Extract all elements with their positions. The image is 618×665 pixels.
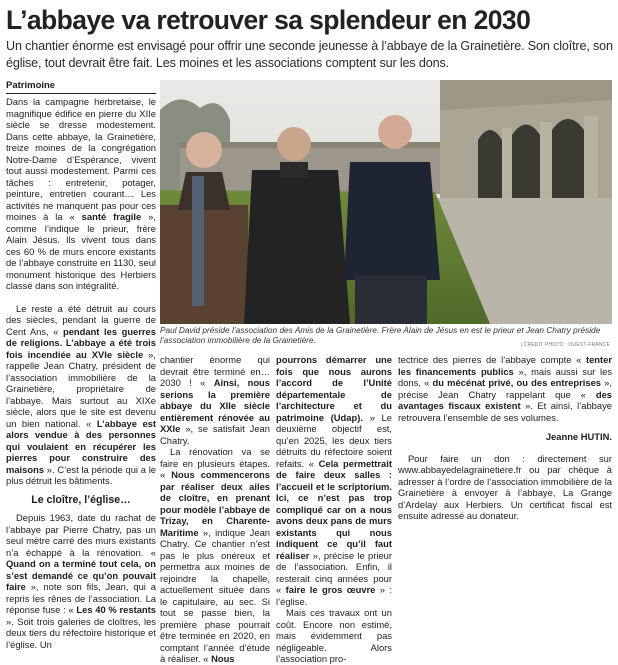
article-column-1 — [6, 96, 156, 650]
abbey-cloister-photo — [160, 80, 612, 324]
author-signature: Jeanne HUTIN. — [545, 431, 612, 442]
headline: L’abbaye va retrouver sa splendeur en 2030 — [6, 5, 531, 35]
paragraph: pourrons démarrer une fois que nous aurons l’accord de l’Unité départementale de l’architecture et du patrimoine (Udap). » Le deuxième objectif est, qu’en 2025, les deux tiers détruits du réfectoire soient refaits. « Cela permettrait de faire deux salles : l’accueil et le scriptorium. Ici, ce n’est pas trop compliqué car on a nous avons deux pans de murs existants qui nous indiquent ce qu’il faut réaliser », précise le prieur de l’association. Enfin, il resterait cinq années pour « faire le gros œuvre » : l’église. — [276, 354, 392, 607]
section-kicker: Patrimoine — [6, 80, 156, 94]
paragraph: Depuis 1963, date du rachat de l’abbaye par Pierre Chatry, pas un seul mètre carré des murs existants n’a échappé à la rénovation. « Quand on a terminé tout cela, on s’est demandé ce qu’on pouvait faire », note son fils, Jean, qui a repris les rênes de l’association. La réponse fuse : « Les 40 % restants ». Soit trois galeries de cloîtres, les deux tiers du réfectoire historique et l’église. Un — [6, 512, 156, 650]
article-column-2 — [160, 354, 270, 665]
paragraph: chantier énorme qui devrait être terminé en… 2030 ! « Ainsi, nous serions la première abbaye du XIIe siècle entièrement rénovée au XXIe », se satisfait Jean Chatry. — [160, 354, 270, 446]
paragraph: Dans la campagne herbretaise, le magnifique édifice en pierre du XIIe siècle se dresse modestement. Dans cette abbaye, la Grainetière, treize moines de la congrégation Notre-Dame d’Espérance, vivent tout aussi modestement. Parmi ces tâches : entretenir, potager, peinture, entretien courant… Les activités ne manquent pas pour ces moines à la « santé fragile », comme l’indique le prieur, frère Alain Jésus. Ils vivent tous dans ces 60 % de murs encore existants de l’abbaye construite en 1130, seul monument historique des Herbiers classé dans son intégralité. — [6, 96, 156, 291]
photo-credit: | CRÉDIT PHOTO : OUEST-FRANCE — [520, 342, 610, 348]
lead-paragraph: Un chantier énorme est envisagé pour offrir une seconde jeunesse à l’abbaye de la Grainetière. Son cloître, son église, tout devrait être fait. Les moines et les associations comptent sur les dons. — [6, 39, 613, 70]
article-column-4 — [398, 354, 612, 522]
photo-caption: Paul David préside l’association des Amis de la Grainetière. Frère Alain de Jésus en est le prieur et Jean Chatry préside l’association immobilière de la Grainetière. — [160, 325, 601, 346]
paragraph: tectrice des pierres de l’abbaye compte « tenter les financements publics », mais aussi sur les dons, « du mécénat privé, ou des entreprises », précise Jean Chatry rappelant que « des avantages fiscaux existent ». Et ainsi, l’abbaye retrouvera l’ensemble de ses volumes. — [398, 354, 613, 423]
donation-info: Pour faire un don : directement sur www.abbayedelagrainetiere.fr ou par chèque à adresser à l’ordre de l’association immobilière de la Grainetière à envoyer à l’abbaye, La Grange d’Ardelay aux Herbiers. Un certificat fiscal est ensuite adressé au donateur. — [398, 452, 612, 521]
article-column-3 — [276, 354, 392, 665]
paragraph: La rénovation va se faire en plusieurs étapes. « Nous commencerons par réaliser deux ailes de cloître, en prenant pour modèle l’abbaye de Trizay, en Charente-Maritime », indique Jean Chatry. Ce chantier n’est pas le plus onéreux et permettra aux moines de rejoindre la chapelle, actuellement située dans le capitulaire, au sec. Si tout se passe bien, la première phase pourrait être terminée en 2020, en comptant l’année d’étude à réaliser. « Nous — [160, 446, 270, 664]
subheading: Le cloître, l’église… — [31, 493, 131, 506]
article-photo — [160, 80, 612, 324]
paragraph: Le reste a été détruit au cours des siècles, pendant la guerre de Cent Ans, « pendant les guerres de religions. L’abbaye a été trois fois incendiée au XVIe siècle », rappelle Jean Chatry, président de l’association immobilière de la Grainetière, propriétaire de l’abbaye. Mais surtout au XIXe siècle, alors que le site est devenu un bien national. « L’abbaye est alors vendue à des personnes qui voulaient en récupérer les pierres pour construire des maisons ». C’est la période qui a le plus détruit les bâtiments. — [6, 302, 157, 486]
paragraph: Mais ces travaux ont un coût. Encore non estimé, mais évidemment pas négligeable. Alors l’association pro- — [276, 607, 392, 664]
